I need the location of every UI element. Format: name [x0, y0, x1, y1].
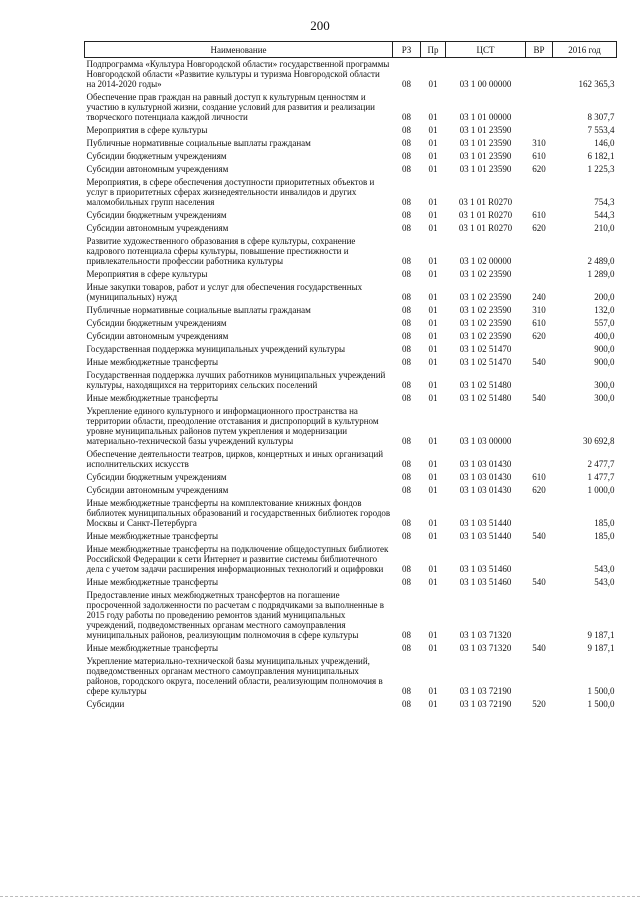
page-number: 200	[310, 18, 330, 33]
row-vr: 520	[532, 699, 546, 709]
row-pr: 01	[428, 699, 438, 709]
row-pr: 01	[428, 210, 438, 220]
row-name: Субсидии автономным учреждениям	[86, 331, 229, 341]
row-vr: 620	[532, 331, 546, 341]
table-row	[85, 392, 617, 405]
table-row	[85, 304, 617, 317]
row-vr: 540	[532, 577, 546, 587]
row-amount: 544,3	[594, 210, 615, 220]
table-row	[85, 530, 617, 543]
row-name: Подпрограмма «Культура Новгородской области» государственной программы Новгородской области «Развитие культуры и туризма Новгородской области на 2014-2020 годы»	[86, 59, 390, 89]
row-name: Субсидии бюджетным учреждениям	[86, 472, 227, 482]
row-cst: 03 1 03 01430	[459, 472, 512, 482]
table-row	[85, 655, 617, 698]
row-amount: 900,0	[594, 344, 615, 354]
row-vr: 610	[532, 210, 546, 220]
row-amount: 400,0	[594, 331, 615, 341]
header-rz: РЗ	[393, 42, 421, 58]
row-cst: 03 1 03 51440	[459, 518, 512, 528]
row-vr	[526, 369, 553, 392]
row-vr	[526, 268, 553, 281]
row-pr: 01	[428, 577, 438, 587]
row-name: Укрепление материально-технической базы муниципальных учреждений, подведомственных органам местного самоуправления муниципальных районов, городского округа, поселений области, реализующим полномочия в сфере культуры	[86, 656, 383, 696]
row-name: Предоставление иных межбюджетных трансфертов на погашение просроченной задолженности по расчетам с подрядчиками за выполненные в 2015 году работы по проведению ремонтов зданий муниципальных учреждений, подведомственных органам местного самоуправления муниципальных районов, реализующим полномочия в сфере культуры	[86, 590, 385, 640]
row-amount: 300,0	[594, 393, 615, 403]
row-pr: 01	[428, 472, 438, 482]
row-name: Публичные нормативные социальные выплаты гражданам	[86, 138, 311, 148]
row-cst: 03 1 03 72190	[459, 686, 512, 696]
row-amount: 146,0	[594, 138, 615, 148]
row-name: Укрепление единого культурного и информационного пространства на территории области, преодоление отставания и диспропорций в культурном уровне муниципальных районов путем укрепления и модернизации материально-технической базы учреждений культуры	[86, 406, 379, 446]
row-vr: 540	[532, 357, 546, 367]
row-pr: 01	[428, 344, 438, 354]
row-name: Мероприятия в сфере культуры	[86, 269, 208, 279]
table-header-row	[85, 42, 617, 58]
row-cst: 03 1 01 23590	[459, 125, 512, 135]
page-bottom-edge	[0, 896, 640, 897]
header-amount: 2016 год	[553, 42, 617, 58]
row-vr: 540	[532, 531, 546, 541]
budget-table	[84, 41, 617, 711]
row-rz: 08	[402, 472, 411, 482]
row-cst: 03 1 01 00000	[459, 112, 512, 122]
table-row	[85, 576, 617, 589]
header-vr: ВР	[526, 42, 553, 58]
row-rz: 08	[402, 393, 411, 403]
row-rz: 08	[402, 164, 411, 174]
row-pr: 01	[428, 485, 438, 495]
row-pr: 01	[428, 686, 438, 696]
table-row	[85, 369, 617, 392]
row-rz: 08	[402, 318, 411, 328]
row-amount: 900,0	[594, 357, 615, 367]
row-pr: 01	[428, 79, 438, 89]
table-row	[85, 176, 617, 209]
row-pr: 01	[428, 531, 438, 541]
row-pr: 01	[428, 436, 438, 446]
row-amount: 30 692,8	[583, 436, 615, 446]
table-row	[85, 343, 617, 356]
row-vr	[526, 343, 553, 356]
row-amount: 8 307,7	[587, 112, 615, 122]
row-pr: 01	[428, 630, 438, 640]
row-vr	[526, 405, 553, 448]
row-name: Государственная поддержка лучших работников муниципальных учреждений культуры, находящихся на территориях сельских поселений	[86, 370, 386, 390]
row-name: Иные межбюджетные трансферты	[86, 393, 219, 403]
row-name: Развитие художественного образования в сфере культуры, сохранение кадрового потенциала сферы культуры, повышение престижности и привлекательности профессии работника культуры	[86, 236, 356, 266]
row-vr	[526, 58, 553, 92]
table-row	[85, 209, 617, 222]
table-row	[85, 235, 617, 268]
table-row	[85, 330, 617, 343]
row-rz: 08	[402, 223, 411, 233]
row-vr	[526, 655, 553, 698]
table-row	[85, 222, 617, 235]
row-amount: 162 365,3	[578, 79, 615, 89]
row-vr: 610	[532, 318, 546, 328]
row-name: Субсидии бюджетным учреждениям	[86, 318, 227, 328]
row-rz: 08	[402, 459, 411, 469]
row-rz: 08	[402, 630, 411, 640]
row-name: Публичные нормативные социальные выплаты гражданам	[86, 305, 311, 315]
row-amount: 1 477,7	[587, 472, 615, 482]
row-rz: 08	[402, 380, 411, 390]
row-name: Иные межбюджетные трансферты	[86, 357, 219, 367]
row-amount: 1 500,0	[587, 699, 615, 709]
row-name: Субсидии бюджетным учреждениям	[86, 210, 227, 220]
row-pr: 01	[428, 305, 438, 315]
row-pr: 01	[428, 331, 438, 341]
row-pr: 01	[428, 357, 438, 367]
row-rz: 08	[402, 305, 411, 315]
table-row	[85, 497, 617, 530]
row-vr: 310	[532, 138, 546, 148]
row-cst: 03 1 01 23590	[459, 138, 512, 148]
table-row	[85, 484, 617, 497]
header-pr: Пр	[421, 42, 446, 58]
row-rz: 08	[402, 331, 411, 341]
row-amount: 2 477,7	[587, 459, 615, 469]
row-amount: 543,0	[594, 577, 615, 587]
row-rz: 08	[402, 577, 411, 587]
row-amount: 6 182,1	[587, 151, 615, 161]
row-amount: 557,0	[594, 318, 615, 328]
row-cst: 03 1 01 23590	[459, 151, 512, 161]
row-vr	[526, 124, 553, 137]
row-rz: 08	[402, 151, 411, 161]
row-cst: 03 1 01 23590	[459, 164, 512, 174]
table-row	[85, 150, 617, 163]
row-amount: 7 553,4	[587, 125, 615, 135]
row-name: Иные межбюджетные трансферты	[86, 577, 219, 587]
row-amount: 185,0	[594, 531, 615, 541]
table-row	[85, 163, 617, 176]
row-cst: 03 1 03 71320	[459, 630, 512, 640]
row-pr: 01	[428, 223, 438, 233]
row-name: Иные закупки товаров, работ и услуг для обеспечения государственных (муниципальных) нужд	[86, 282, 363, 302]
row-rz: 08	[402, 686, 411, 696]
row-vr: 240	[532, 292, 546, 302]
row-amount: 210,0	[594, 223, 615, 233]
table-body	[85, 58, 617, 712]
row-rz: 08	[402, 485, 411, 495]
row-name: Иные межбюджетные трансферты на подключение общедоступных библиотек Российской Федерации к сети Интернет и развитие системы библиотечного дела с учетом задачи расширения информационных технологий и оцифровки	[86, 544, 389, 574]
row-pr: 01	[428, 393, 438, 403]
row-name: Субсидии	[86, 699, 125, 709]
row-rz: 08	[402, 564, 411, 574]
table-row	[85, 642, 617, 655]
row-amount: 1 000,0	[587, 485, 615, 495]
row-amount: 1 289,0	[587, 269, 615, 279]
row-pr: 01	[428, 112, 438, 122]
row-amount: 300,0	[594, 380, 615, 390]
row-pr: 01	[428, 125, 438, 135]
row-amount: 9 187,1	[587, 630, 615, 640]
table-row	[85, 137, 617, 150]
row-amount: 2 489,0	[587, 256, 615, 266]
row-rz: 08	[402, 112, 411, 122]
row-pr: 01	[428, 459, 438, 469]
table-row	[85, 589, 617, 642]
row-name: Субсидии автономным учреждениям	[86, 485, 229, 495]
row-cst: 03 1 02 51480	[459, 380, 512, 390]
row-rz: 08	[402, 269, 411, 279]
row-vr: 310	[532, 305, 546, 315]
row-pr: 01	[428, 292, 438, 302]
row-name: Государственная поддержка муниципальных учреждений культуры	[86, 344, 346, 354]
row-amount: 754,3	[594, 197, 615, 207]
row-rz: 08	[402, 197, 411, 207]
row-cst: 03 1 03 71320	[459, 643, 512, 653]
table-row	[85, 281, 617, 304]
row-vr	[526, 543, 553, 576]
row-cst: 03 1 03 01430	[459, 459, 512, 469]
row-amount: 200,0	[594, 292, 615, 302]
row-cst: 03 1 03 72190	[459, 699, 512, 709]
row-amount: 9 187,1	[587, 643, 615, 653]
row-cst: 03 1 03 51460	[459, 564, 512, 574]
header-cst: ЦСТ	[446, 42, 526, 58]
row-cst: 03 1 01 R0270	[458, 197, 513, 207]
row-name: Субсидии автономным учреждениям	[86, 223, 229, 233]
row-cst: 03 1 02 00000	[459, 256, 512, 266]
row-rz: 08	[402, 518, 411, 528]
row-rz: 08	[402, 292, 411, 302]
row-vr	[526, 448, 553, 471]
row-rz: 08	[402, 79, 411, 89]
row-vr: 610	[532, 151, 546, 161]
row-name: Субсидии бюджетным учреждениям	[86, 151, 227, 161]
row-vr	[526, 589, 553, 642]
row-pr: 01	[428, 197, 438, 207]
row-pr: 01	[428, 380, 438, 390]
row-cst: 03 1 03 51440	[459, 531, 512, 541]
table-row	[85, 268, 617, 281]
row-rz: 08	[402, 357, 411, 367]
row-rz: 08	[402, 256, 411, 266]
row-rz: 08	[402, 436, 411, 446]
row-cst: 03 1 03 01430	[459, 485, 512, 495]
table-row	[85, 698, 617, 711]
row-name: Иные межбюджетные трансферты на комплектование книжных фондов библиотек муниципальных образований и государственных библиотек городов Москвы и Санкт-Петербурга	[86, 498, 391, 528]
row-cst: 03 1 02 23590	[459, 305, 512, 315]
row-amount: 543,0	[594, 564, 615, 574]
row-pr: 01	[428, 164, 438, 174]
row-amount: 1 225,3	[587, 164, 615, 174]
row-vr: 540	[532, 393, 546, 403]
row-name: Обеспечение прав граждан на равный доступ к культурным ценностям и участию в культурной жизни, создание условий для развития и реализации творческого потенциала каждой личности	[86, 92, 375, 122]
row-vr: 610	[532, 472, 546, 482]
row-amount: 132,0	[594, 305, 615, 315]
row-cst: 03 1 01 R0270	[458, 223, 513, 233]
table-row	[85, 317, 617, 330]
row-pr: 01	[428, 318, 438, 328]
row-pr: 01	[428, 256, 438, 266]
row-cst: 03 1 02 51480	[459, 393, 512, 403]
row-cst: 03 1 03 51460	[459, 577, 512, 587]
row-name: Иные межбюджетные трансферты	[86, 643, 219, 653]
row-rz: 08	[402, 531, 411, 541]
row-name: Мероприятия, в сфере обеспечения доступности приоритетных объектов и услуг в приоритетных сферах жизнедеятельности инвалидов и других маломобильных групп населения	[86, 177, 375, 207]
row-vr: 620	[532, 164, 546, 174]
row-rz: 08	[402, 210, 411, 220]
row-cst: 03 1 02 51470	[459, 344, 512, 354]
row-pr: 01	[428, 564, 438, 574]
row-vr	[526, 91, 553, 124]
row-vr	[526, 497, 553, 530]
row-vr: 620	[532, 223, 546, 233]
row-cst: 03 1 00 00000	[459, 79, 512, 89]
row-amount: 185,0	[594, 518, 615, 528]
header-name: Наименование	[85, 42, 393, 58]
row-name: Обеспечение деятельности театров, цирков, концертных и иных организаций исполнительских искусств	[86, 449, 384, 469]
row-pr: 01	[428, 643, 438, 653]
row-pr: 01	[428, 518, 438, 528]
row-cst: 03 1 02 23590	[459, 292, 512, 302]
row-rz: 08	[402, 138, 411, 148]
row-vr: 540	[532, 643, 546, 653]
row-cst: 03 1 02 23590	[459, 331, 512, 341]
row-name: Субсидии автономным учреждениям	[86, 164, 229, 174]
row-pr: 01	[428, 269, 438, 279]
table-row	[85, 124, 617, 137]
row-cst: 03 1 02 23590	[459, 318, 512, 328]
row-cst: 03 1 03 00000	[459, 436, 512, 446]
table-row	[85, 471, 617, 484]
row-name: Иные межбюджетные трансферты	[86, 531, 219, 541]
table-row	[85, 58, 617, 92]
row-name: Мероприятия в сфере культуры	[86, 125, 208, 135]
row-cst: 03 1 02 51470	[459, 357, 512, 367]
table-row	[85, 448, 617, 471]
row-rz: 08	[402, 643, 411, 653]
table-row	[85, 405, 617, 448]
table-row	[85, 356, 617, 369]
row-rz: 08	[402, 344, 411, 354]
row-vr	[526, 235, 553, 268]
table-row	[85, 543, 617, 576]
row-rz: 08	[402, 699, 411, 709]
table-row	[85, 91, 617, 124]
row-vr: 620	[532, 485, 546, 495]
row-rz: 08	[402, 125, 411, 135]
row-cst: 03 1 02 23590	[459, 269, 512, 279]
row-cst: 03 1 01 R0270	[458, 210, 513, 220]
row-pr: 01	[428, 138, 438, 148]
row-vr	[526, 176, 553, 209]
row-amount: 1 500,0	[587, 686, 615, 696]
row-pr: 01	[428, 151, 438, 161]
